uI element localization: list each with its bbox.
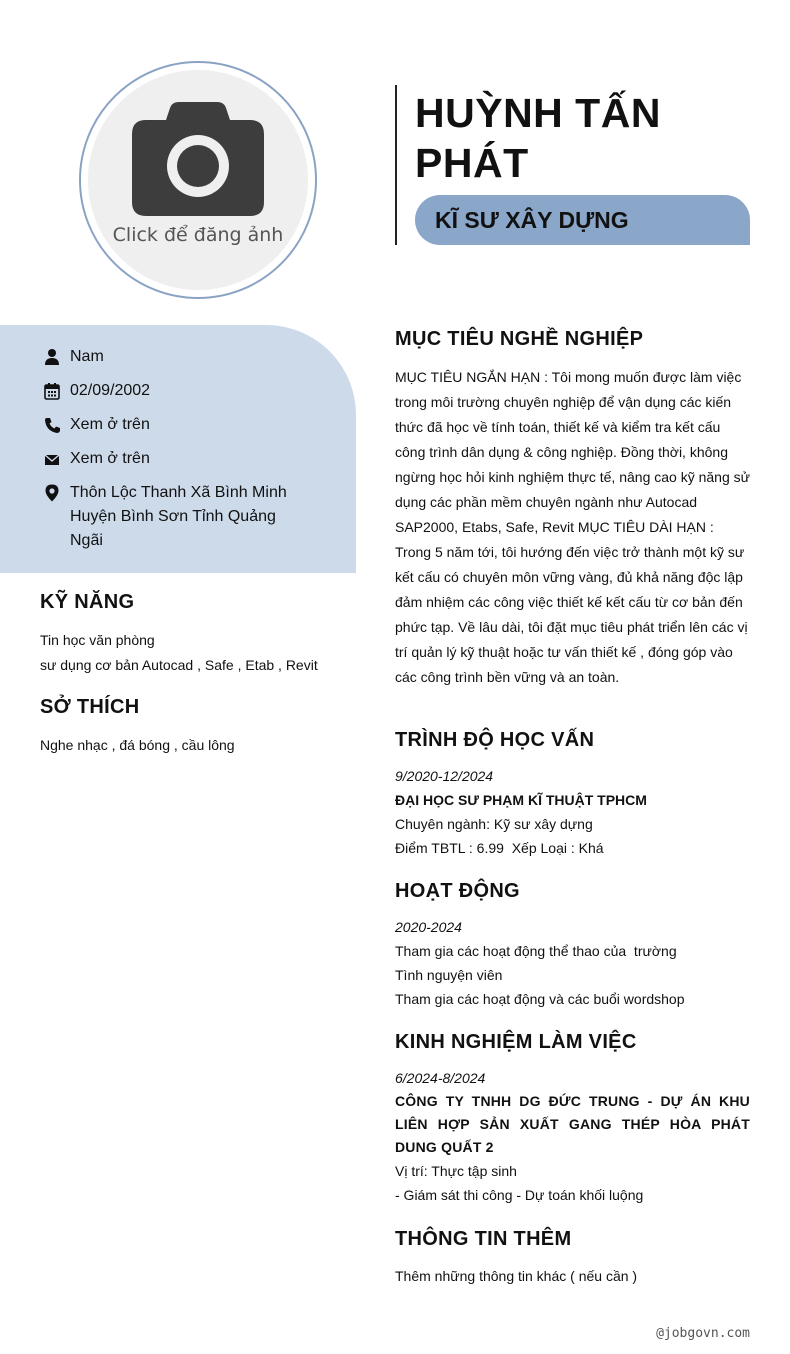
education-heading: TRÌNH ĐỘ HỌC VẤN — [395, 729, 595, 751]
person-icon — [44, 348, 60, 366]
experience-heading: KINH NGHIỆM LÀM VIỆC — [395, 1031, 637, 1053]
education-period: 9/2020-12/2024 — [395, 768, 494, 784]
education-school: ĐẠI HỌC SƯ PHẠM KĨ THUẬT TPHCM — [395, 792, 647, 808]
gender-value: Nam — [70, 348, 104, 365]
envelope-icon — [44, 450, 60, 468]
phone-value: Xem ở trên — [70, 416, 150, 433]
objective-heading: MỤC TIÊU NGHỀ NGHIỆP — [395, 328, 644, 350]
location-pin-icon — [44, 484, 60, 502]
skills-list — [40, 628, 350, 678]
extra-heading: THÔNG TIN THÊM — [395, 1228, 572, 1250]
education-block — [395, 764, 750, 860]
experience-block — [395, 1066, 750, 1207]
experience-position: Vị trí: Thực tập sinh — [395, 1163, 517, 1179]
hobbies-heading: SỞ THÍCH — [40, 696, 140, 718]
experience-duty: - Giám sát thi công - Dự toán khối luộng — [395, 1187, 644, 1203]
candidate-name: HUỲNH TẤN PHÁT — [415, 90, 661, 186]
footer-brand: @jobgovn.com — [656, 1326, 750, 1341]
address-value: Thôn Lộc Thanh Xã Bình Minh Huyện Bình Sơn Tỉnh Quảng Ngãi — [70, 484, 287, 549]
objective-text: MỤC TIÊU NGẮN HẠN : Tôi mong muốn được làm việc trong môi trường chuyên nghiệp để vận dụng các kiến thức đã học về tính toán, thiết kế và kiểm tra kết cấu công trình dân dụng & công nghiệp. Đồng thời, không ngừng học hỏi kinh nghiệm thực tế, nâng cao kỹ năng sử dụng các phần mềm chuyên ngành như Autocad SAP2000, Etabs, Safe, Revit MỤC TIÊU DÀI HẠN : Trong 5 năm tới, tôi hướng đến việc trở thành một kỹ sư kết cấu có chuyên môn vững vàng, đủ khả năng độc lập đảm nhiệm các công việc thiết kế kết cấu từ cơ bản đến phức tạp. Về lâu dài, tôi đặt mục tiêu phát triển lên các vị trí quản lý kỹ thuật hoặc tư vấn thiết kế , đóng góp vào các công trình bền vững và an toàn. — [395, 369, 751, 685]
activity-item: Tham gia các hoạt động và các buổi wordshop — [395, 991, 685, 1007]
activities-heading: HOẠT ĐỘNG — [395, 880, 520, 902]
experience-company: CÔNG TY TNHH DG ĐỨC TRUNG - DỰ ÁN KHU LIÊN HỢP SẢN XUẤT GANG THÉP HÒA PHÁT DUNG QUẤT 2 — [395, 1093, 750, 1155]
extra-text: Thêm những thông tin khác ( nếu cần ) — [395, 1268, 638, 1284]
activities-block — [395, 915, 750, 1011]
skills-heading: KỸ NĂNG — [40, 591, 135, 613]
camera-icon — [132, 102, 264, 216]
experience-period: 6/2024-8/2024 — [395, 1070, 486, 1086]
activity-item: Tham gia các hoạt động thể thao của trường — [395, 943, 677, 959]
email-value: Xem ở trên — [70, 450, 150, 467]
education-gpa: Điểm TBTL : 6.99 Xếp Loại : Khá — [395, 840, 604, 856]
phone-icon — [44, 416, 60, 434]
birthday-value: 02/09/2002 — [70, 382, 151, 399]
avatar-upload[interactable] — [88, 70, 308, 290]
education-major: Chuyên ngành: Kỹ sư xây dựng — [395, 816, 593, 832]
skill-item: sư dụng cơ bản Autocad , Safe , Etab , Revit — [40, 657, 318, 673]
name-divider — [395, 85, 397, 245]
job-title-badge: KĨ SƯ XÂY DỰNG — [415, 195, 750, 245]
activities-period: 2020-2024 — [395, 919, 462, 935]
activity-item: Tình nguyện viên — [395, 967, 503, 983]
skill-item: Tin học văn phòng — [40, 632, 155, 648]
avatar-caption: Click để đăng ảnh — [112, 224, 284, 246]
hobbies-text: Nghe nhạc , đá bóng , cầu lông — [40, 737, 235, 753]
calendar-icon — [44, 382, 60, 400]
